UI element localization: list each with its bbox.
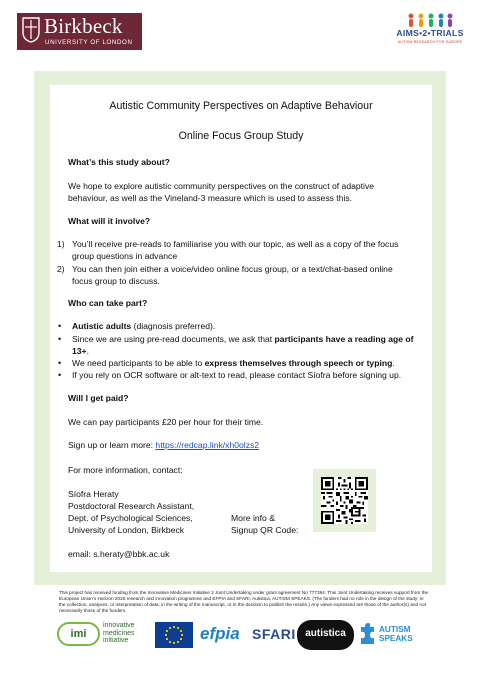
about-heading: What’s this study about? — [68, 157, 170, 167]
who-item-2-bold-age: 13+ — [72, 346, 87, 356]
who-item-3 — [72, 357, 395, 369]
qr-code[interactable] — [321, 477, 368, 524]
contact-intro: For more information, contact: — [68, 465, 183, 475]
who-heading: Who can take part? — [68, 298, 148, 308]
efpia-logo: efpia — [200, 624, 240, 643]
bullet-icon: • — [58, 321, 62, 331]
poster-subtitle: Online Focus Group Study — [178, 130, 304, 142]
imi-text — [103, 622, 135, 645]
eu-logo — [155, 620, 193, 650]
aims2trials-logo — [390, 12, 470, 52]
contact-name: Síofra Heraty — [68, 489, 119, 499]
who-item-1 — [72, 320, 215, 332]
eu-flag-icon — [155, 622, 193, 648]
involve-item-2-line1: You can then join either a voice/video online focus group, or a text/chat-based online — [72, 264, 393, 274]
paid-heading: Will I get paid? — [68, 393, 129, 403]
who-item-3-end: . — [392, 358, 395, 368]
birkbeck-subtitle: UNIVERSITY OF LONDON — [45, 39, 133, 46]
who-item-2-bold: participants have a reading age of — [274, 334, 414, 344]
bullet-icon: • — [58, 370, 62, 380]
imi-text-line2: medicines — [103, 629, 135, 637]
autism-speaks-line2: SPEAKS — [379, 634, 413, 643]
autistica-logo: autistica — [297, 620, 354, 650]
involve-item-number: 1) — [57, 239, 65, 249]
funding-disclaimer: This project has received funding from the Innovative Medicines Initiative 2 Joint Undertaking under grant agreement No 777394. This Joint Undertaking receives support from the European Union’s Horizon 2020 research and innovation programme and EFPIA and SFARI, Autistica, AUTISM SPEAKS. (The funders had no role in the design of the study; in the collection, analyses, or interpretation of data; in the writing of the manuscript, or in the decision to publish the results.) Any views expressed are those of the author(s) and not necessarily those of the funders. — [59, 590, 429, 613]
autism-speaks-logo — [359, 620, 421, 650]
about-text-line1: We hope to explore autistic community perspectives on the construct of adaptive — [68, 181, 375, 191]
involve-item-1-line1: You’ll receive pre-reads to familiarise you with our topic, as well as a copy of the focus — [72, 239, 399, 249]
imi-logo — [57, 620, 149, 650]
involve-item-number: 2) — [57, 264, 65, 274]
who-item-2-line2 — [72, 345, 89, 357]
who-item-2-line1 — [72, 333, 414, 345]
imi-text-line1: innovative — [103, 622, 135, 629]
contact-role: Postdoctoral Research Assistant, — [68, 501, 195, 511]
autism-speaks-line1: AUTISM — [379, 625, 411, 634]
bullet-icon: • — [58, 334, 62, 344]
puzzle-piece-icon — [359, 623, 375, 645]
contact-email[interactable]: email: s.heraty@bbk.ac.uk — [68, 549, 170, 559]
imi-text-line3: initiative — [103, 637, 129, 644]
who-item-3-bold: express themselves through speech or typing — [204, 358, 393, 368]
involve-heading: What will it involve? — [68, 216, 151, 226]
who-item-4: If you rely on OCR software or alt-text to read, please contact Síofra before signing up. — [72, 370, 402, 380]
birkbeck-name: Birkbeck — [44, 14, 123, 38]
aims-tagline: AUTISM RESEARCH FOR EUROPE — [397, 40, 463, 44]
who-item-2-pre: Since we are using pre-read documents, we ask that — [72, 334, 275, 344]
bullet-icon: • — [58, 358, 62, 368]
who-item-1-rest: (diagnosis preferred). — [131, 321, 216, 331]
autism-speaks-text — [379, 625, 413, 643]
birkbeck-crest-icon — [22, 17, 40, 43]
involve-item-1-line2: group questions in advance — [72, 251, 178, 261]
contact-dept: Dept. of Psychological Sciences, — [68, 513, 193, 523]
contact-university: University of London, Birkbeck — [68, 525, 185, 535]
qr-label-line1: More info & — [231, 513, 275, 523]
involve-item-2-line2: focus group to discuss. — [72, 276, 160, 286]
who-item-3-pre: We need participants to be able to — [72, 358, 205, 368]
who-item-1-bold: Autistic adults — [72, 321, 132, 331]
signup-label: Sign up or learn more: — [68, 440, 156, 450]
poster-title: Autistic Community Perspectives on Adaptive Behaviour — [109, 100, 373, 112]
aims-title: AIMS•2•TRIALS — [396, 28, 464, 38]
imi-mark: imi — [57, 622, 100, 646]
signup-link[interactable]: https://redcap.link/xh0olzs2 — [155, 440, 260, 450]
who-item-2-end: . — [86, 346, 89, 356]
paid-text: We can pay participants £20 per hour for their time. — [68, 417, 264, 427]
people-icon — [404, 12, 454, 28]
qr-label-line2: Signup QR Code: — [231, 525, 299, 535]
signup-line — [68, 439, 259, 451]
about-text-line2: behaviour, as well as the Vineland-3 measure which is used to assess this. — [68, 193, 353, 203]
qr-code-panel — [313, 469, 376, 532]
sfari-logo: SFARI — [252, 626, 296, 642]
birkbeck-logo — [17, 13, 142, 50]
